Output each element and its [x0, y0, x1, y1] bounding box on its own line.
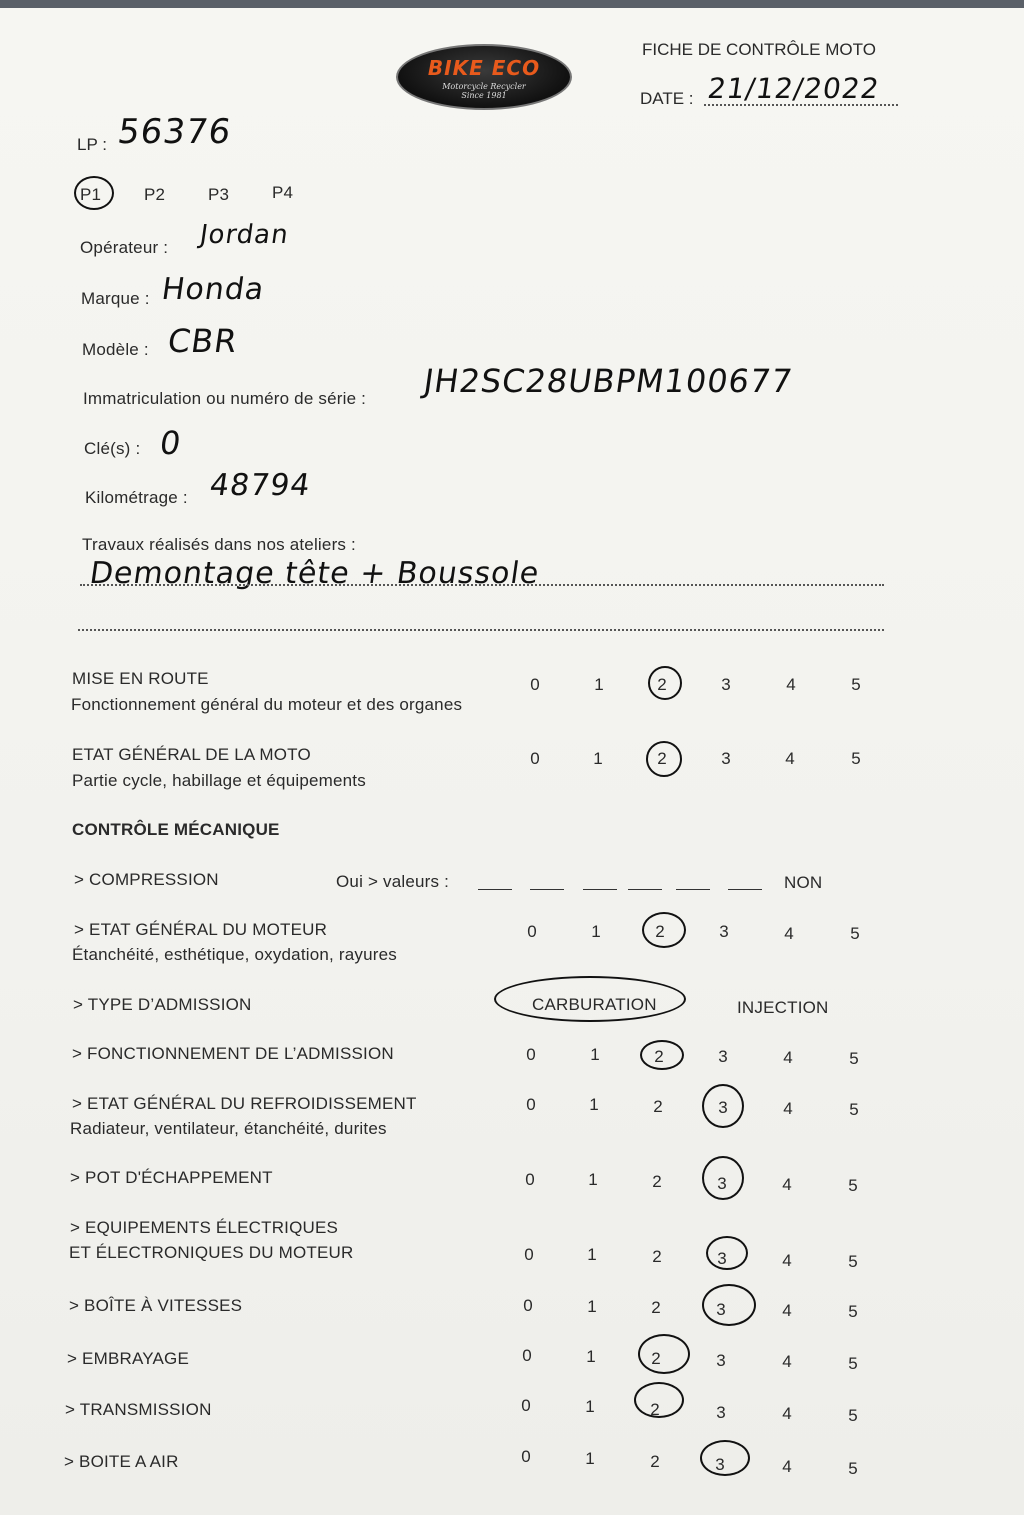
position-p3[interactable]: P3	[208, 185, 230, 204]
compression-value-blank[interactable]	[628, 889, 662, 890]
admission-option-injection[interactable]: INJECTION	[737, 998, 829, 1017]
score-2[interactable]: 2	[650, 1452, 660, 1471]
score-2[interactable]: 2	[657, 675, 667, 694]
score-0[interactable]: 0	[523, 1296, 533, 1315]
works-value[interactable]: Demontage tête + Boussole	[87, 556, 542, 591]
position-p4[interactable]: P4	[272, 183, 294, 202]
mileage-label: Kilométrage :	[85, 488, 188, 507]
selected-score-circle	[640, 1040, 684, 1070]
score-0[interactable]: 0	[526, 1045, 536, 1064]
score-5[interactable]: 5	[849, 1049, 859, 1068]
score-1[interactable]: 1	[589, 1095, 599, 1114]
compression-value-blank[interactable]	[676, 889, 710, 890]
score-3[interactable]: 3	[716, 1351, 726, 1370]
score-4[interactable]: 4	[782, 1457, 792, 1476]
score-2[interactable]: 2	[652, 1172, 662, 1191]
compression-value-blank[interactable]	[728, 889, 762, 890]
score-5[interactable]: 5	[848, 1176, 858, 1195]
score-0[interactable]: 0	[522, 1346, 532, 1365]
compression-non-label[interactable]: NON	[784, 873, 823, 892]
score-1[interactable]: 1	[591, 922, 601, 941]
score-1[interactable]: 1	[585, 1449, 595, 1468]
serial-label: Immatriculation ou numéro de série :	[83, 389, 367, 408]
check-title-electrics: > EQUIPEMENTS ÉLECTRIQUES	[70, 1218, 339, 1237]
rating-subtitle-bike: Partie cycle, habillage et équipements	[72, 771, 366, 790]
check-title-clutch: > EMBRAYAGE	[67, 1349, 190, 1368]
compression-oui-label: Oui > valeurs :	[336, 872, 450, 891]
score-0[interactable]: 0	[525, 1170, 535, 1189]
score-3[interactable]: 3	[721, 749, 731, 768]
score-4[interactable]: 4	[785, 749, 795, 768]
score-2[interactable]: 2	[653, 1097, 663, 1116]
selected-score-circle	[702, 1084, 744, 1128]
selected-score-circle	[702, 1156, 744, 1200]
lp-value[interactable]: 56376	[115, 112, 234, 152]
check-subtitle-electrics: ET ÉLECTRONIQUES DU MOTEUR	[69, 1243, 354, 1262]
score-5[interactable]: 5	[848, 1302, 858, 1321]
score-3[interactable]: 3	[715, 1455, 725, 1474]
selected-score-circle	[648, 666, 682, 700]
score-2[interactable]: 2	[657, 749, 667, 768]
keys-label: Clé(s) :	[84, 439, 141, 458]
score-4[interactable]: 4	[786, 675, 796, 694]
score-0[interactable]: 0	[521, 1447, 531, 1466]
score-5[interactable]: 5	[851, 749, 861, 768]
score-5[interactable]: 5	[848, 1252, 858, 1271]
score-4[interactable]: 4	[784, 924, 794, 943]
score-1[interactable]: 1	[588, 1170, 598, 1189]
sheet-title: FICHE DE CONTRÔLE MOTO	[642, 40, 876, 59]
score-2[interactable]: 2	[650, 1400, 660, 1419]
score-0[interactable]: 0	[521, 1396, 531, 1415]
compression-value-blank[interactable]	[530, 889, 564, 890]
lp-label: LP :	[77, 135, 107, 154]
selected-score-circle	[642, 912, 686, 948]
position-selected-circle	[74, 176, 114, 210]
compression-value-blank[interactable]	[583, 889, 617, 890]
mileage-value[interactable]: 48794	[207, 468, 313, 503]
check-title-gearbox: > BOÎTE À VITESSES	[69, 1296, 243, 1315]
check-title-admission: > FONCTIONNEMENT DE L’ADMISSION	[72, 1044, 394, 1063]
score-2[interactable]: 2	[655, 922, 665, 941]
rating-title-start: MISE EN ROUTE	[72, 669, 209, 688]
compression-label: > COMPRESSION	[74, 870, 219, 889]
score-0[interactable]: 0	[526, 1095, 536, 1114]
score-0[interactable]: 0	[527, 922, 537, 941]
date-label: DATE :	[640, 89, 694, 108]
score-4[interactable]: 4	[782, 1404, 792, 1423]
date-line	[704, 104, 898, 106]
score-2[interactable]: 2	[651, 1349, 661, 1368]
scan-edge	[0, 0, 1024, 8]
score-3[interactable]: 3	[721, 675, 731, 694]
rating-title-bike: ETAT GÉNÉRAL DE LA MOTO	[72, 745, 311, 764]
rating-subtitle-start: Fonctionnement général du moteur et des organes	[71, 695, 463, 714]
selected-score-circle	[702, 1284, 756, 1326]
score-3[interactable]: 3	[719, 922, 729, 941]
selected-score-circle	[638, 1334, 690, 1374]
selected-score-circle	[634, 1382, 684, 1418]
score-1[interactable]: 1	[587, 1297, 597, 1316]
score-3[interactable]: 3	[717, 1174, 727, 1193]
score-3[interactable]: 3	[716, 1300, 726, 1319]
operator-value[interactable]: Jordan	[197, 220, 291, 250]
score-5[interactable]: 5	[848, 1354, 858, 1373]
selected-score-circle	[646, 741, 682, 777]
score-4[interactable]: 4	[782, 1352, 792, 1371]
logo-tagline: Motorcycle Recycler Since 1981	[442, 82, 526, 100]
score-1[interactable]: 1	[585, 1397, 595, 1416]
works-line-1	[80, 584, 884, 586]
admission-type-label: > TYPE D’ADMISSION	[73, 995, 252, 1014]
score-2[interactable]: 2	[651, 1298, 661, 1317]
score-5[interactable]: 5	[848, 1459, 858, 1478]
check-title-exhaust: > POT D'ÉCHAPPEMENT	[70, 1168, 273, 1187]
brand-label: Marque :	[81, 289, 150, 308]
selected-score-circle	[706, 1236, 748, 1270]
score-1[interactable]: 1	[587, 1245, 597, 1264]
score-4[interactable]: 4	[783, 1099, 793, 1118]
score-0[interactable]: 0	[524, 1245, 534, 1264]
score-0[interactable]: 0	[530, 675, 540, 694]
position-p2[interactable]: P2	[144, 185, 166, 204]
brand-value[interactable]: Honda	[159, 272, 267, 307]
score-2[interactable]: 2	[652, 1247, 662, 1266]
score-4[interactable]: 4	[782, 1251, 792, 1270]
score-4[interactable]: 4	[783, 1048, 793, 1067]
section-title: CONTRÔLE MÉCANIQUE	[72, 820, 280, 839]
bike-eco-logo	[396, 44, 572, 110]
keys-value[interactable]: 0	[157, 424, 185, 462]
engine-subtitle: Étanchéité, esthétique, oxydation, rayures	[72, 945, 397, 964]
score-5[interactable]: 5	[849, 1100, 859, 1119]
check-title-airbox: > BOITE A AIR	[64, 1452, 179, 1471]
score-1[interactable]: 1	[586, 1347, 596, 1366]
check-subtitle-cooling: Radiateur, ventilateur, étanchéité, durites	[70, 1119, 387, 1138]
compression-value-blank[interactable]	[478, 889, 512, 890]
score-4[interactable]: 4	[782, 1175, 792, 1194]
selected-score-circle	[700, 1440, 750, 1476]
operator-label: Opérateur :	[80, 238, 169, 257]
works-line-2	[78, 629, 884, 631]
works-label: Travaux réalisés dans nos ateliers :	[82, 535, 356, 554]
logo-name: BIKE ECO	[427, 56, 541, 80]
score-4[interactable]: 4	[782, 1301, 792, 1320]
score-3[interactable]: 3	[718, 1047, 728, 1066]
engine-title: > ETAT GÉNÉRAL DU MOTEUR	[74, 920, 328, 939]
score-3[interactable]: 3	[716, 1403, 726, 1422]
model-label: Modèle :	[82, 340, 149, 359]
score-3[interactable]: 3	[717, 1249, 727, 1268]
score-1[interactable]: 1	[593, 749, 603, 768]
score-2[interactable]: 2	[654, 1047, 664, 1066]
score-0[interactable]: 0	[530, 749, 540, 768]
admission-option-carburation[interactable]: CARBURATION	[532, 995, 657, 1014]
date-value[interactable]: 21/12/2022	[705, 72, 882, 105]
check-title-cooling: > ETAT GÉNÉRAL DU REFROIDISSEMENT	[72, 1094, 417, 1113]
model-value[interactable]: CBR	[165, 322, 241, 360]
selected-admission-circle	[494, 976, 686, 1022]
position-p1[interactable]: P1	[80, 185, 102, 204]
check-title-transmission: > TRANSMISSION	[65, 1400, 212, 1419]
score-5[interactable]: 5	[848, 1406, 858, 1425]
serial-value[interactable]: JH2SC28UBPM100677	[421, 362, 796, 400]
score-5[interactable]: 5	[850, 924, 860, 943]
score-1[interactable]: 1	[590, 1045, 600, 1064]
score-3[interactable]: 3	[718, 1098, 728, 1117]
score-5[interactable]: 5	[851, 675, 861, 694]
score-1[interactable]: 1	[594, 675, 604, 694]
